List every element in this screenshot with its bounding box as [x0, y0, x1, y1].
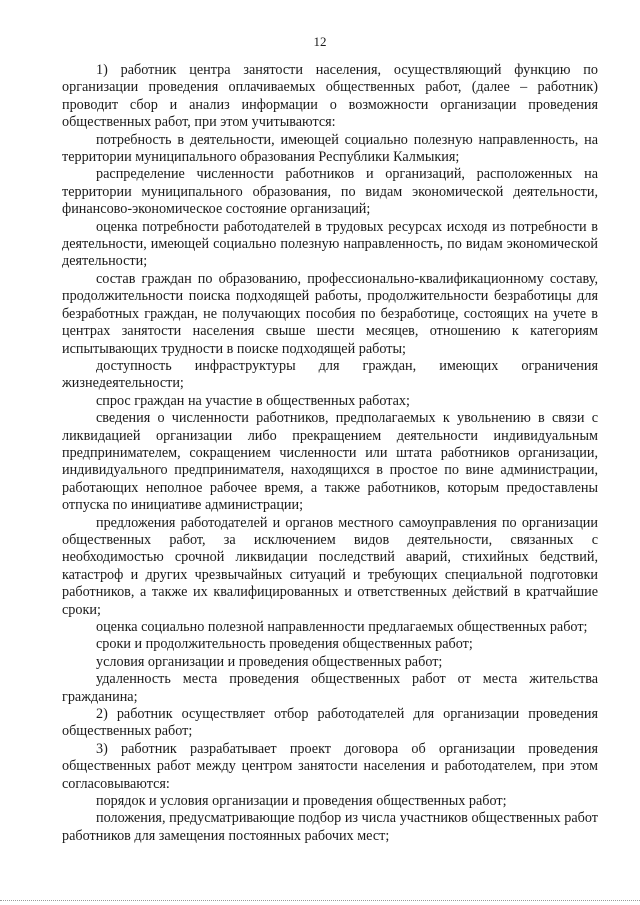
paragraph: порядок и условия организации и проведения общественных работ; [96, 793, 507, 810]
paragraph: распределение численности работников и организаций, расположенных на территории муниципального образования, по видам экономической деятельности, финансово-экономическое состояние организаций; [62, 166, 598, 218]
paragraph: 2) работник осуществляет отбор работодателей для организации проведения общественных работ; [62, 706, 598, 740]
paragraph: оценка потребности работодателей в трудовых ресурсах исходя из потребности в деятельности, имеющей социально полезную направленность, по видам экономической деятельности; [62, 218, 598, 270]
paragraph: условия организации и проведения общественных работ; [96, 653, 443, 670]
paragraph: положения, предусматривающие подбор из числа участников общественных работ работников для замещения постоянных рабочих мест; [62, 810, 598, 844]
paragraph: оценка социально полезной направленности предлагаемых общественных работ; [96, 619, 588, 635]
page-number: 12 [313, 34, 327, 49]
paragraph: сведения о численности работников, предполагаемых к увольнению в связи с ликвидацией организации либо прекращением деятельности индивидуальным предпринимателем, сокращением численности или штата работников организации, индивидуального предпринимателя, находящихся в простое по вине администрации, работающих неполное рабочее время, а также работников, которым предоставлены отпуска по инициативе администрации; [62, 410, 598, 514]
paragraph: 1) работник центра занятости населения, осуществляющий функцию по организации проведения оплачиваемых общественных работ, (далее – работник) проводит сбор и анализ информации о возможности организации проведения общественных работ, при этом учитываются: [62, 62, 598, 131]
paragraph: 3) работник разрабатывает проект договора об организации проведения общественных работ между центром занятости населения и работодателем, при этом согласовываются: [62, 740, 598, 792]
document-body [62, 62, 598, 845]
paragraph: состав граждан по образованию, профессионально-квалификационному составу, продолжительности поиска подходящей работы, продолжительности безработицы для безработных граждан, не получающих пособия по безработице, состоящих на учете в центрах занятости населения свыше шести месяцев, отношению к категориям испытывающих трудности в поиске подходящей работы; [62, 270, 598, 357]
paragraph: спрос граждан на участие в общественных работах; [96, 392, 410, 409]
paragraph: предложения работодателей и органов местного самоуправления по организации общественных работ, за исключением видов деятельности, связанных с необходимостью срочной ликвидации последствий аварий, стихийных бедствий, катастроф и других чрезвычайных ситуаций и требующих специальной подготовки работников, а также их квалифицированных и ответственных действий в кратчайшие сроки; [62, 514, 598, 618]
paragraph: удаленность места проведения общественных работ от места жительства гражданина; [62, 671, 598, 705]
page-bottom-edge [0, 900, 640, 901]
paragraph: потребность в деятельности, имеющей социально полезную направленность, на территории муниципального образования Республики Калмыкия; [62, 131, 598, 166]
paragraph: сроки и продолжительность проведения общественных работ; [96, 636, 473, 653]
paragraph: доступность инфраструктуры для граждан, имеющих ограничения жизнедеятельности; [62, 357, 598, 392]
